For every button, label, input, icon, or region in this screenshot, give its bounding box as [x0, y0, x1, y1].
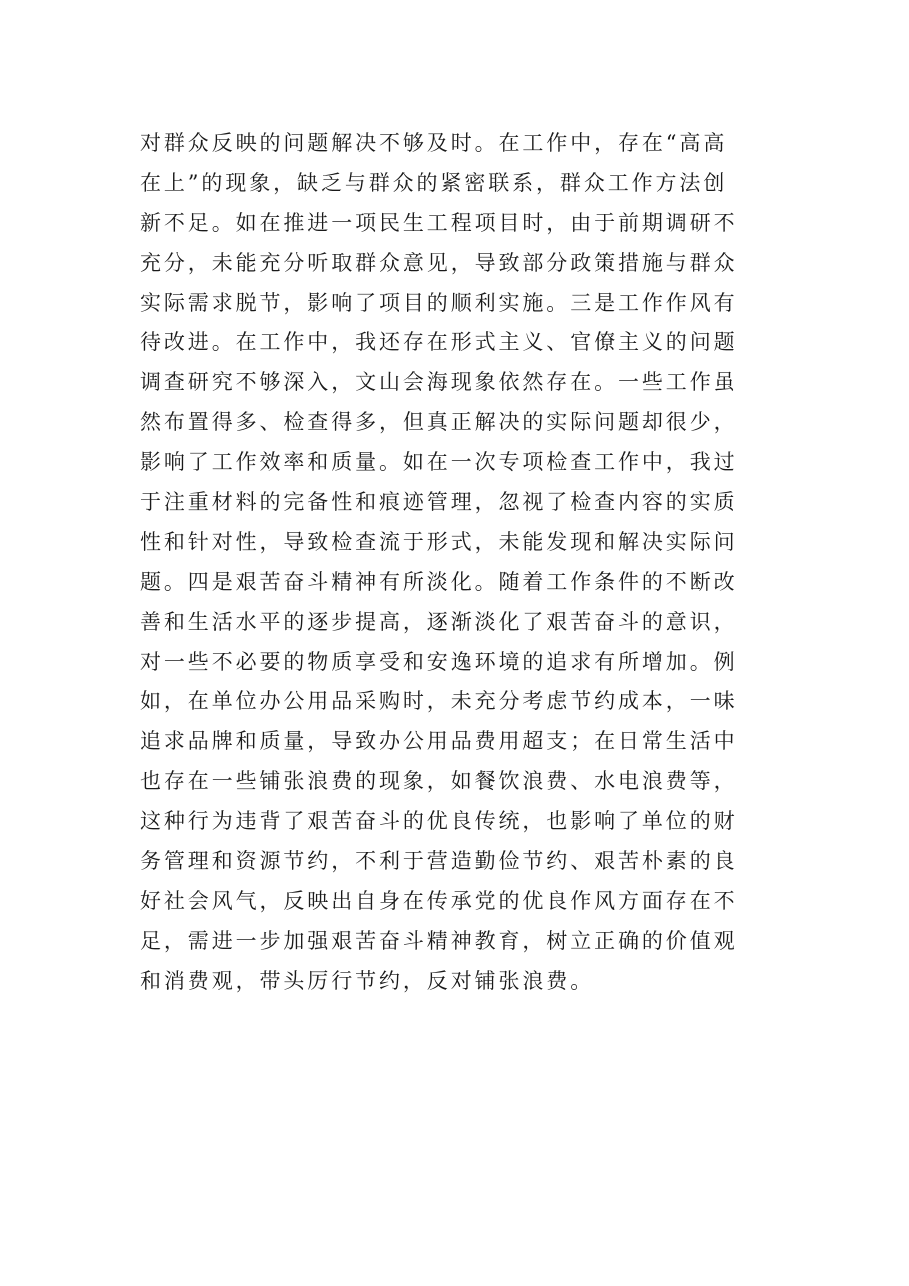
text-line: 善和生活水平的逐步提高，逐渐淡化了艰苦奋斗的意识，	[140, 609, 738, 634]
text-line: 待改进。在工作中，我还存在形式主义、官僚主义的问题	[140, 330, 738, 355]
text-line: 调查研究不够深入，文山会海现象依然存在。一些工作虽	[140, 370, 738, 395]
text-line: 实际需求脱节，影响了项目的顺利实施。三是工作作风有	[140, 290, 738, 315]
text-line: 题。四是艰苦奋斗精神有所淡化。随着工作条件的不断改	[140, 569, 738, 594]
text-line: 充分，未能充分听取群众意见，导致部分政策措施与群众	[140, 250, 738, 275]
text-line: 对一些不必要的物质享受和安逸环境的追求有所增加。例	[140, 649, 738, 674]
text-line: 在上”的现象，缺乏与群众的紧密联系，群众工作方法创	[140, 170, 728, 195]
text-line: 如，在单位办公用品采购时，未充分考虑节约成本，一味	[140, 689, 738, 714]
text-line: 好社会风气，反映出自身在传承党的优良作风方面存在不	[140, 888, 738, 913]
text-line: 这种行为违背了艰苦奋斗的优良传统，也影响了单位的财	[140, 809, 738, 834]
text-line: 足，需进一步加强艰苦奋斗精神教育，树立正确的价值观	[140, 928, 738, 953]
text-line: 务管理和资源节约，不利于营造勤俭节约、艰苦朴素的良	[140, 849, 738, 874]
body-text	[140, 124, 780, 1002]
text-line: 于注重材料的完备性和痕迹管理，忽视了检查内容的实质	[140, 490, 738, 515]
text-line: 新不足。如在推进一项民生工程项目时，由于前期调研不	[140, 210, 738, 235]
text-line: 也存在一些铺张浪费的现象，如餐饮浪费、水电浪费等，	[140, 769, 738, 794]
text-line: 性和针对性，导致检查流于形式，未能发现和解决实际问	[140, 529, 738, 554]
text-line: 然布置得多、检查得多，但真正解决的实际问题却很少，	[140, 410, 738, 435]
text-line: 对群众反映的问题解决不够及时。在工作中，存在“高高	[140, 131, 728, 155]
text-line: 和消费观，带头厉行节约，反对铺张浪费。	[140, 968, 595, 993]
text-line: 追求品牌和质量，导致办公用品费用超支；在日常生活中	[140, 729, 738, 754]
text-line: 影响了工作效率和质量。如在一次专项检查工作中，我过	[140, 450, 738, 475]
